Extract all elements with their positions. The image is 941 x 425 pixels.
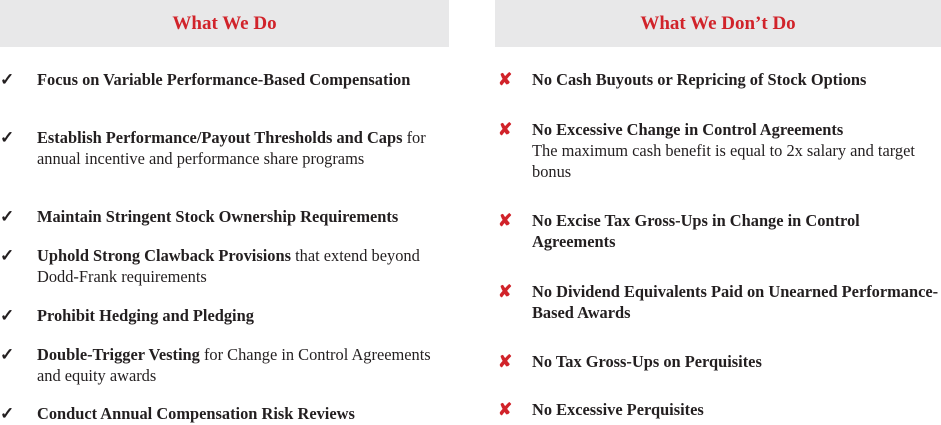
- what-we-dont-do-column: [495, 0, 941, 419]
- cross-icon: ✘: [498, 282, 513, 301]
- dont-item: [498, 119, 941, 182]
- dont-item: [498, 351, 941, 372]
- do-item: [0, 206, 449, 227]
- do-item-bold: Maintain Stringent Stock Ownership Requirements: [37, 207, 399, 226]
- check-icon: ✓: [0, 306, 15, 325]
- dont-item-bold: No Dividend Equivalents Paid on Unearned Performance-Based Awards: [532, 282, 939, 322]
- dont-item-bold: No Excessive Change in Control Agreements: [532, 120, 844, 139]
- cross-icon: ✘: [498, 400, 513, 419]
- cross-icon: ✘: [498, 211, 513, 230]
- dont-item-bold: No Excise Tax Gross-Ups in Change in Control Agreements: [532, 211, 860, 251]
- check-icon: ✓: [0, 404, 15, 423]
- what-we-do-column: [0, 0, 449, 423]
- dont-item: [498, 281, 941, 323]
- dont-item: [498, 210, 941, 252]
- do-item-bold: Uphold Strong Clawback Provisions: [37, 246, 291, 265]
- dont-item: [498, 69, 941, 90]
- do-item-bold: Conduct Annual Compensation Risk Reviews: [37, 404, 355, 423]
- do-item: [0, 245, 449, 287]
- do-item-bold: Establish Performance/Payout Thresholds and Caps: [37, 128, 403, 147]
- do-item: [0, 305, 449, 326]
- do-item-bold: Prohibit Hedging and Pledging: [37, 306, 254, 325]
- check-icon: ✓: [0, 70, 15, 89]
- what-we-dont-do-title: What We Don’t Do: [640, 12, 796, 34]
- do-item: [0, 344, 449, 386]
- dont-item-bold: No Tax Gross-Ups on Perquisites: [532, 352, 762, 371]
- do-item: [0, 69, 449, 90]
- dont-item-text: The maximum cash benefit is equal to 2x salary and target bonus: [532, 141, 915, 181]
- do-item-text: that extend beyond Dodd-Frank requirements: [37, 246, 420, 286]
- what-we-dont-do-header: [495, 0, 941, 47]
- do-item-text: for Change in Control Agreements and equity awards: [37, 345, 431, 385]
- dont-item: [498, 399, 941, 420]
- check-icon: ✓: [0, 345, 15, 364]
- do-item-bold: Focus on Variable Performance-Based Compensation: [37, 70, 411, 89]
- do-item: [0, 127, 449, 169]
- do-item-bold: Double-Trigger Vesting: [37, 345, 200, 364]
- do-item-text: for annual incentive and performance share programs: [37, 128, 426, 168]
- check-icon: ✓: [0, 207, 15, 226]
- dont-item-bold: No Cash Buyouts or Repricing of Stock Options: [532, 70, 867, 89]
- cross-icon: ✘: [498, 70, 513, 89]
- what-we-do-title: What We Do: [172, 12, 277, 34]
- check-icon: ✓: [0, 246, 15, 265]
- check-icon: ✓: [0, 128, 15, 147]
- what-we-do-header: [0, 0, 449, 47]
- cross-icon: ✘: [498, 352, 513, 371]
- dont-item-bold: No Excessive Perquisites: [532, 400, 704, 419]
- cross-icon: ✘: [498, 120, 513, 139]
- do-item: [0, 403, 449, 424]
